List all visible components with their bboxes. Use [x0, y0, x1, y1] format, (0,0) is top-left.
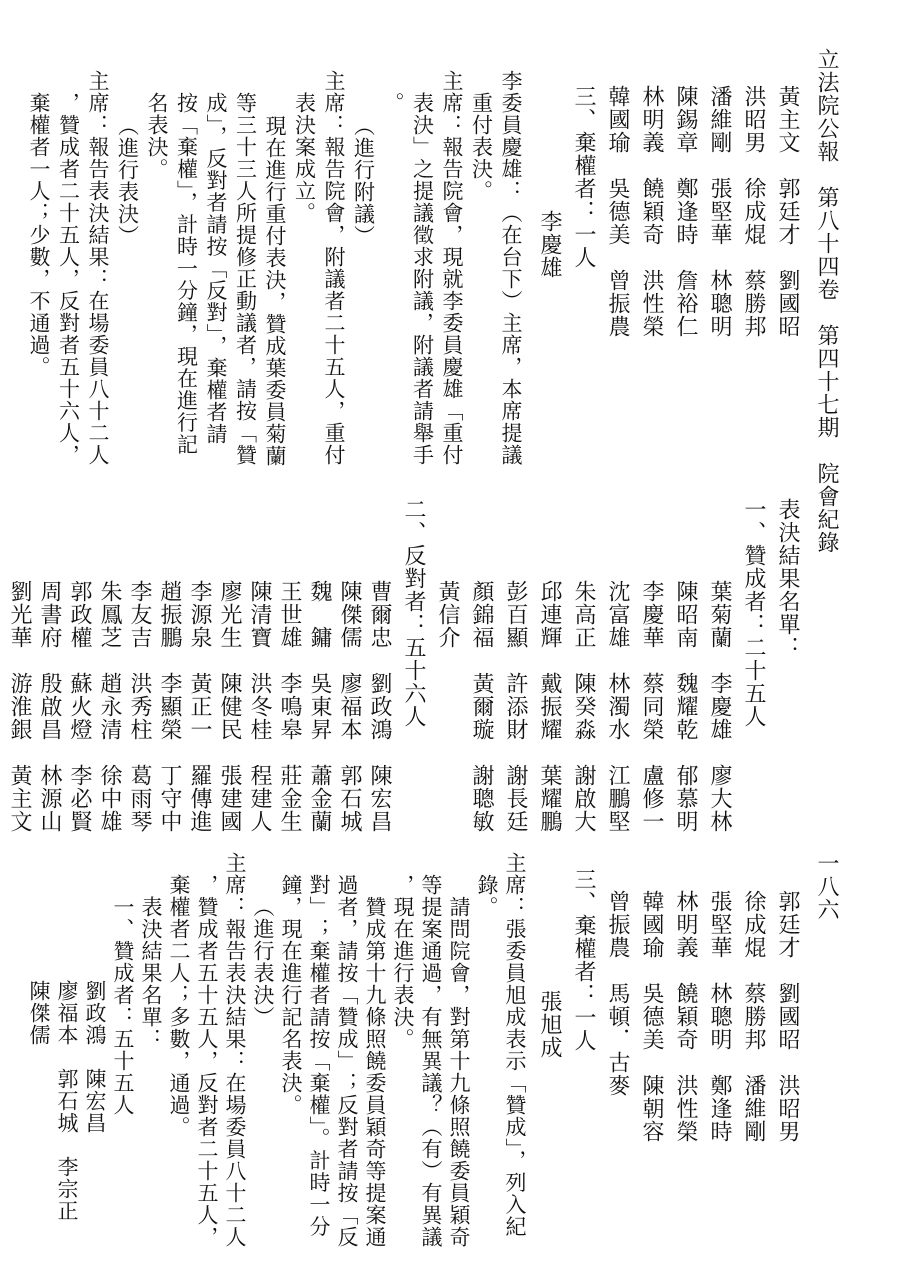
- yes-name-row: 葉菊蘭 李慶雄 廖大林: [707, 580, 732, 833]
- name-row: 張堅華 林聰明 鄭逢時: [707, 890, 732, 1143]
- no-name-row: 李源泉 黃正一 羅傳進: [187, 580, 212, 833]
- results-title: 表決結果名單：: [775, 498, 800, 659]
- no-name-row: 朱鳳芝 趙永清 徐中雄: [97, 580, 122, 833]
- yes-label: 一、贊成者：五十五人: [111, 896, 135, 1116]
- name-row: 洪昭男 徐成焜 蔡勝邦: [741, 85, 766, 338]
- speech-line: 過者，請按「贊成」；反對者請按「反: [335, 874, 359, 1248]
- speech-line: ，贊成者五十五人，反對者二十五人，: [195, 874, 219, 1248]
- speech-line: 表決」之提議徵求附議，附議者請舉手: [410, 92, 435, 466]
- no-name-row: 郭政權 蘇火燈 李必賢: [67, 580, 92, 833]
- speech-line: 棄權者二人；多數，通過。: [167, 874, 191, 1138]
- speech-line: 主席：報告表決結果：在場委員八十二人: [86, 70, 110, 466]
- name-row: 韓國瑜 吳德美 陳朝容: [639, 890, 664, 1143]
- name-row: 林明義 饒穎奇 洪性榮: [639, 85, 664, 338]
- results-title: 表決結果名單：: [139, 896, 163, 1050]
- yes-name-row: 陳昭南 魏耀乾 郁慕明: [673, 580, 698, 833]
- no-name-row: 曹爾忠 劉政鴻 陳宏昌: [367, 580, 392, 833]
- abstain-label: 三、棄權者：一人: [571, 868, 596, 1052]
- name-row: 陳錫章 鄭逢時 詹裕仁: [673, 85, 698, 338]
- speech-line: ，現在進行表決。: [391, 874, 415, 1050]
- speech-line: 表決案成立。: [292, 92, 317, 224]
- speech-line: 棄權者一人；少數，不通過。: [27, 92, 51, 378]
- speech-line: 主席：報告表決結果：在場委員八十二人: [223, 852, 247, 1248]
- no-name-row: 陳清寶 洪冬桂 程建人: [247, 580, 272, 833]
- yes-name-row: 顏錦福 黃爾璇 謝聰敏: [469, 580, 494, 833]
- yes-name-row: 黃信介: [435, 580, 460, 649]
- yes-label: 一、贊成者：二十五人: [741, 498, 766, 728]
- speech-line: 主席：張委員旭成表示「贊成」，列入紀: [503, 852, 527, 1238]
- name-row: 徐成焜 蔡勝邦 潘維剛: [741, 890, 766, 1143]
- page-header-title: 立法院公報 第八十四卷 第四十七期 院會紀錄: [814, 48, 839, 554]
- speech-line: 按「棄權」，計時一分鐘，現在進行記: [174, 92, 199, 456]
- name-row: 韓國瑜 吳德美 曾振農: [605, 85, 630, 338]
- speech-line: 李委員慶雄：（在台下）主席，本席提議: [499, 70, 523, 466]
- speech-line: 等提案通過，有無異議？（有）有異議: [419, 874, 443, 1248]
- abstain-label: 三、棄權者：一人: [571, 85, 596, 269]
- yes-name-row: 廖福本 郭石城 李宗正: [55, 980, 79, 1222]
- speech-line: 主席：報告院會，現就李委員慶雄「重付: [440, 70, 464, 466]
- no-name-row: 李友吉 洪秀柱 葛雨琴: [127, 580, 152, 833]
- speech-line: 請問院會，對第十九條照饒委員穎奇: [447, 896, 471, 1248]
- speech-line: 。: [381, 92, 405, 114]
- yes-name-row: 陳傑儒: [27, 980, 51, 1046]
- no-name-row: 魏 鏞 吳東昇 蕭金蘭: [307, 580, 332, 833]
- no-name-row: 陳傑儒 廖福本 郭石城: [337, 580, 362, 833]
- speech-line: 重付表決。: [469, 92, 494, 202]
- speech-line: 贊成第十九條照饒委員穎奇等提案通: [363, 896, 387, 1248]
- yes-name-row: 李慶華 蔡同榮 盧修一: [639, 580, 664, 833]
- name-row: 郭廷才 劉國昭 洪昭男: [775, 890, 800, 1143]
- name-row: 黃主文 郭廷才 劉國昭: [775, 85, 800, 338]
- yes-name-row: 朱高正 陳癸淼 謝啟大: [571, 580, 596, 833]
- no-name-row: 劉光華 游淮銀 黃主文: [7, 580, 32, 833]
- no-name-row: 趙振鵬 李顯榮 丁守中: [157, 580, 182, 833]
- speech-line: 對」；棄權者請按「棄權」。計時一分: [307, 874, 331, 1238]
- speech-line: 主席：報告院會，附議者二十五人，重付: [322, 70, 346, 466]
- no-name-row: 周書府 殷啟昌 林源山: [37, 580, 62, 833]
- speech-line: 鐘，現在進行記名表決。: [279, 874, 303, 1116]
- page-number: 一八六: [814, 852, 839, 921]
- yes-name-row: 沈富雄 林濁水 江鵬堅: [605, 580, 630, 833]
- name-row: 林明義 饒穎奇 洪性榮: [673, 890, 698, 1143]
- yes-name-row: 邱連輝 戴振耀 葉耀鵬: [537, 580, 562, 833]
- no-label: 二、反對者：五十六人: [401, 498, 426, 728]
- speech-line: 現在進行重付表決，贊成葉委員菊蘭: [263, 115, 287, 467]
- speech-line: 成」，反對者請按「反對」，棄權者請: [204, 92, 228, 445]
- name-row: 潘維剛 張堅華 林聰明: [707, 85, 732, 338]
- procedure-note: （進行表決）: [115, 115, 140, 247]
- speech-line: 等三十三人所提修正動議者，請按「贊: [233, 92, 258, 466]
- name-row: 曾振農 馬頓．古麥: [605, 890, 630, 1097]
- procedure-note: （進行表決）: [251, 896, 275, 1028]
- speech-line: ，贊成者二十五人，反對者五十六人，: [56, 92, 81, 466]
- abstain-name: 李慶雄: [537, 210, 562, 279]
- procedure-note: （進行附議）: [351, 115, 376, 247]
- speech-line: 名表決。: [145, 92, 169, 180]
- yes-name-row: 劉政鴻 陳宏昌: [83, 980, 107, 1134]
- no-name-row: 廖光生 陳健民 張建國: [217, 580, 242, 833]
- yes-name-row: 彭百顯 許添財 謝長廷: [503, 580, 528, 833]
- no-name-row: 王世雄 李鳴皋 莊金生: [277, 580, 302, 833]
- speech-line: 錄。: [475, 874, 499, 918]
- abstain-name: 張旭成: [537, 990, 562, 1059]
